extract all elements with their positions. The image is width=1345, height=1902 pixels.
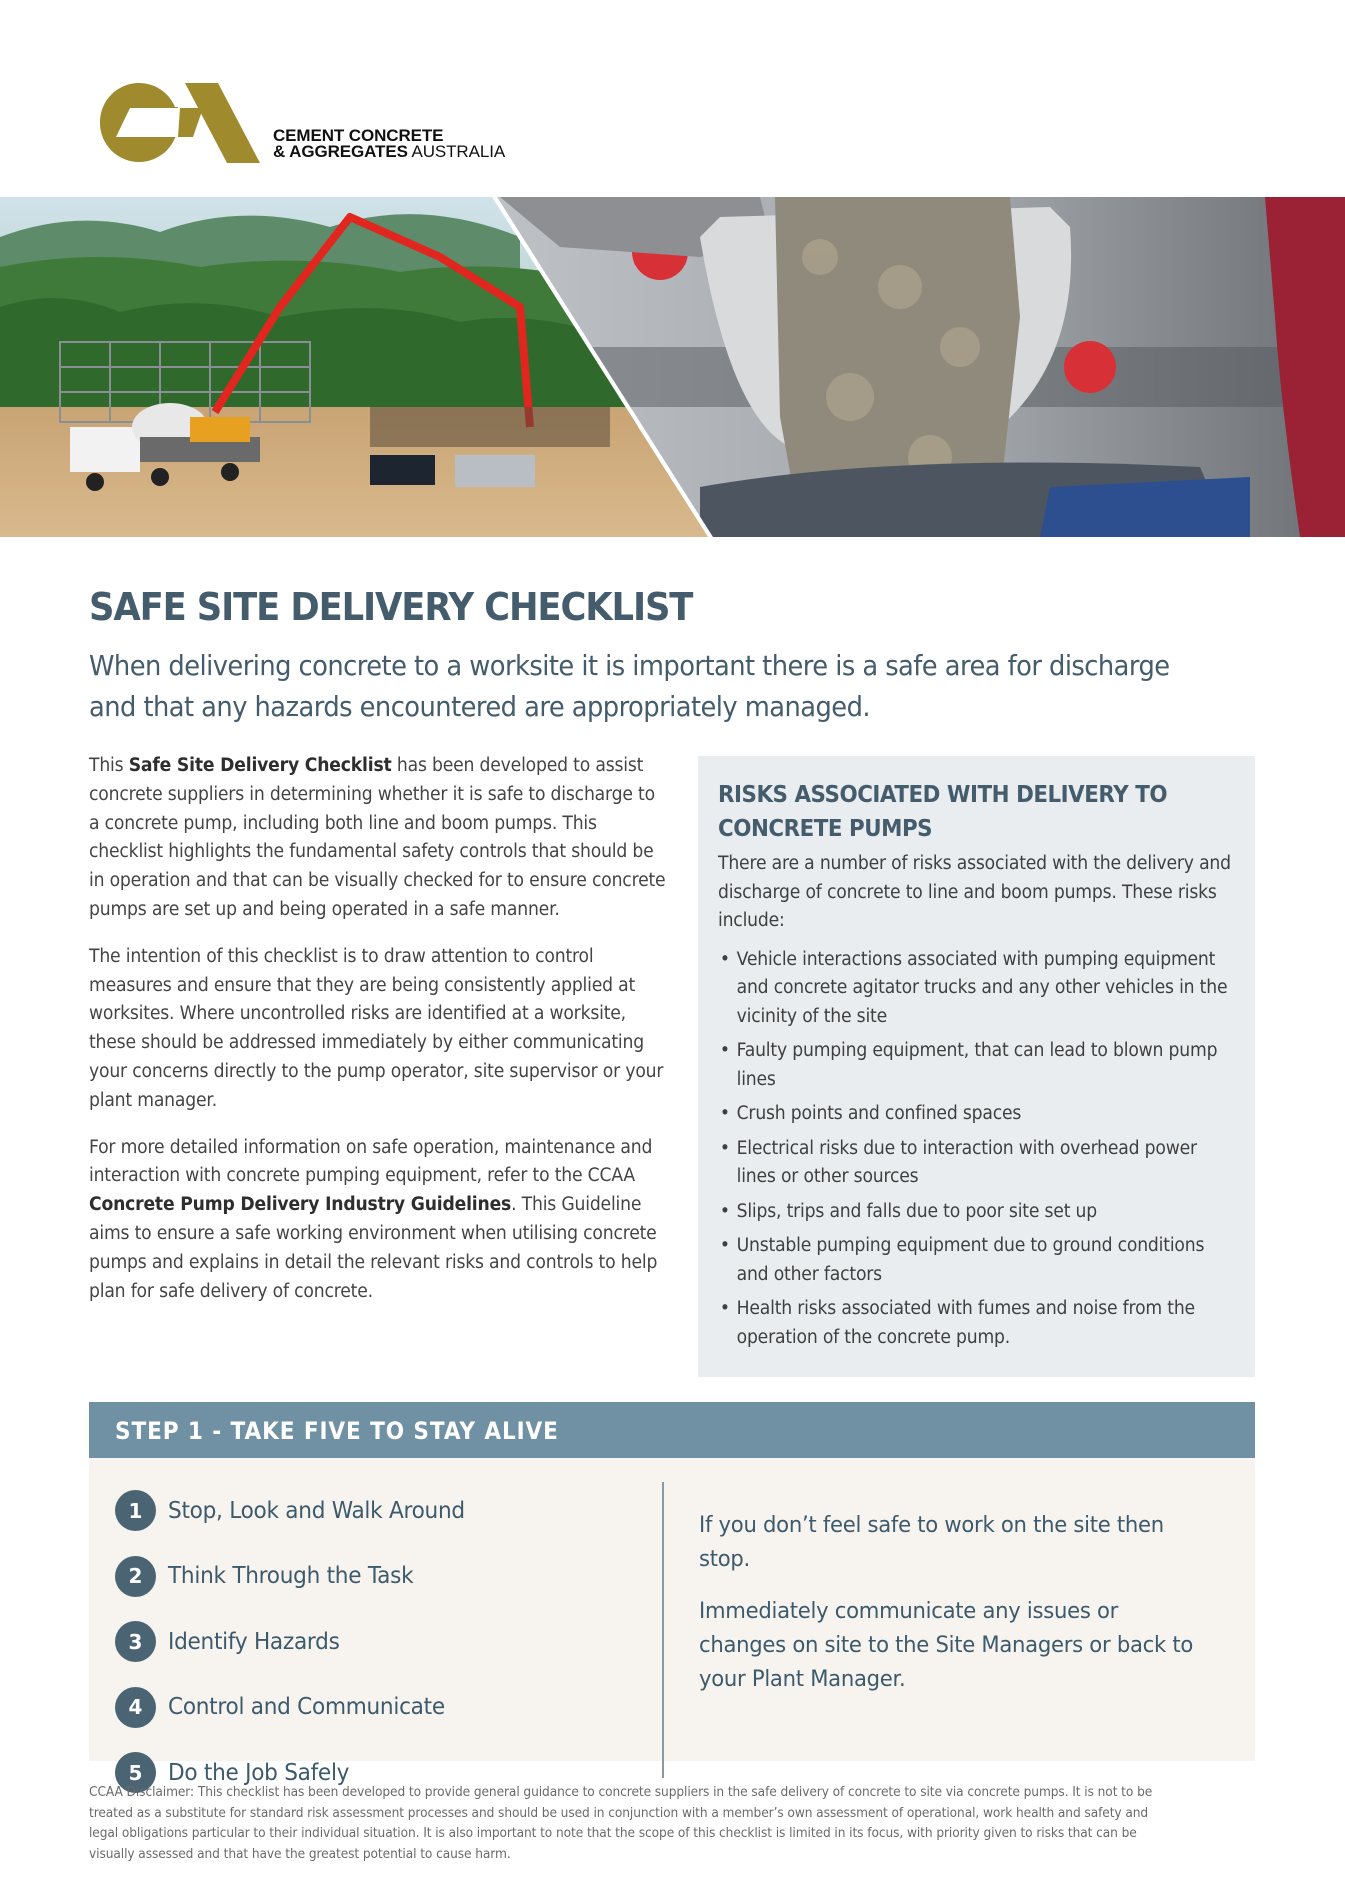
risks-heading: RISKS ASSOCIATED WITH DELIVERY TO CONCRETE PUMPS xyxy=(718,782,1168,842)
hero-banner xyxy=(0,197,1345,537)
list-item: • Slips, trips and falls due to poor site set up xyxy=(718,1198,1239,1227)
step1-note: Immediately communicate any issues or changes on site to the Site Managers or back to your Plant Manager. xyxy=(699,1598,1194,1692)
page-title: SAFE SITE DELIVERY CHECKLIST xyxy=(89,585,693,629)
bullet-icon: • xyxy=(719,1298,730,1319)
list-item: • Vehicle interactions associated with pumping equipment and concrete agitator trucks and any other vehicles in the vicinity of the site xyxy=(718,946,1239,1032)
bullet-icon: • xyxy=(719,1137,730,1159)
step-number-circle-icon: 5 xyxy=(115,1752,156,1793)
intro-paragraph-1: This Safe Site Delivery Checklist has been developed to assist concrete suppliers in determining whether it is safe to discharge to a concrete pump, including both line and boom pumps. This checklist highlights the fundamental safety controls that should be in operation and that can be visually checked for to ensure concrete pumps are set up and being operated in a safe manner. xyxy=(89,755,666,920)
page-subtitle: When delivering concrete to a worksite it is important there is a safe area for discharge and that any hazards encountered are appropriately managed. xyxy=(89,649,1170,723)
step-item xyxy=(115,1613,484,1670)
guidelines-reference: Concrete Pump Delivery Industry Guidelines xyxy=(89,1194,512,1216)
step-item xyxy=(115,1679,484,1736)
list-item: • Electrical risks due to interaction with overhead power lines or other sources xyxy=(718,1135,1239,1192)
step-item xyxy=(115,1482,484,1539)
ccaa-logo-mark-icon xyxy=(100,83,265,163)
step-item xyxy=(115,1548,484,1605)
intro-column xyxy=(89,752,679,1324)
ccaa-logo xyxy=(100,83,560,163)
list-item: • Crush points and confined spaces xyxy=(718,1100,1239,1129)
list-item: • Health risks associated with fumes and noise from the operation of the concrete pump. xyxy=(718,1295,1239,1352)
risks-panel xyxy=(698,756,1255,1377)
step-label: Identify Hazards xyxy=(168,1628,340,1655)
step-label: Stop, Look and Walk Around xyxy=(168,1497,465,1524)
step-number-circle-icon: 2 xyxy=(115,1556,156,1597)
step-label: Control and Communicate xyxy=(168,1694,445,1720)
disclaimer: CCAA Disclaimer: This checklist has been developed to provide general guidance to concrete suppliers in the safe delivery of concrete to site via concrete pumps. It is not to be treated as a substitute for standard risk assessment processes and should be used in conjunction with a member’s own assessment of operational, work health and safety and legal obligations particular to their individual situation. It is also important to note that the scope of this checklist is limited in its focus, with priority given to risks that can be visually assessed and that have the greatest potential to cause harm. xyxy=(89,1784,1153,1862)
list-item: • Unstable pumping equipment due to ground conditions and other factors xyxy=(718,1232,1239,1289)
logo-wordmark: CEMENT CONCRETE & AGGREGATES AUSTRALIA xyxy=(273,126,506,161)
step1-list xyxy=(115,1482,484,1810)
bullet-icon: • xyxy=(719,1040,730,1061)
step-label: Do the Job Safely xyxy=(168,1759,350,1786)
step-label: Think Through the Task xyxy=(168,1563,414,1589)
list-item: • Faulty pumping equipment, that can lead to blown pump lines xyxy=(718,1037,1239,1094)
step-number-circle-icon: 3 xyxy=(115,1621,156,1662)
step-number-circle-icon: 4 xyxy=(115,1687,156,1728)
step1-note: If you don’t feel safe to work on the site then stop. xyxy=(699,1512,1164,1572)
step-number-circle-icon: 1 xyxy=(115,1490,156,1531)
risks-intro: There are a number of risks associated with the delivery and discharge of concrete to line and boom pumps. These risks include: xyxy=(718,853,1231,931)
step1-header: STEP 1 - TAKE FIVE TO STAY ALIVE xyxy=(89,1402,1255,1458)
bullet-icon: • xyxy=(719,948,730,970)
checklist-name-emphasis: Safe Site Delivery Checklist xyxy=(128,755,392,776)
step1-notes xyxy=(699,1508,1219,1714)
bullet-icon: • xyxy=(719,1235,730,1256)
bullet-icon: • xyxy=(719,1200,730,1222)
step1-panel xyxy=(89,1458,1255,1786)
bullet-icon: • xyxy=(719,1103,730,1124)
intro-paragraph-2: The intention of this checklist is to draw attention to control measures and ensure that they are being consistently applied at worksites. Where uncontrolled risks are identified at a worksite, these should be addressed immediately by either communicating your concerns directly to the pump operator, site supervisor or your plant manager. xyxy=(89,945,664,1111)
intro-paragraph-3: For more detailed information on safe operation, maintenance and interaction with concrete pumping equipment, refer to the CCAA Concrete Pump Delivery Industry Guidelines. This Guideline aims to ensure a safe working environment when utilising concrete pumps and explains in detail the relevant risks and controls to help plan for safe delivery of concrete. xyxy=(89,1136,658,1302)
step1-divider xyxy=(662,1482,664,1778)
risks-list xyxy=(718,946,1239,1353)
